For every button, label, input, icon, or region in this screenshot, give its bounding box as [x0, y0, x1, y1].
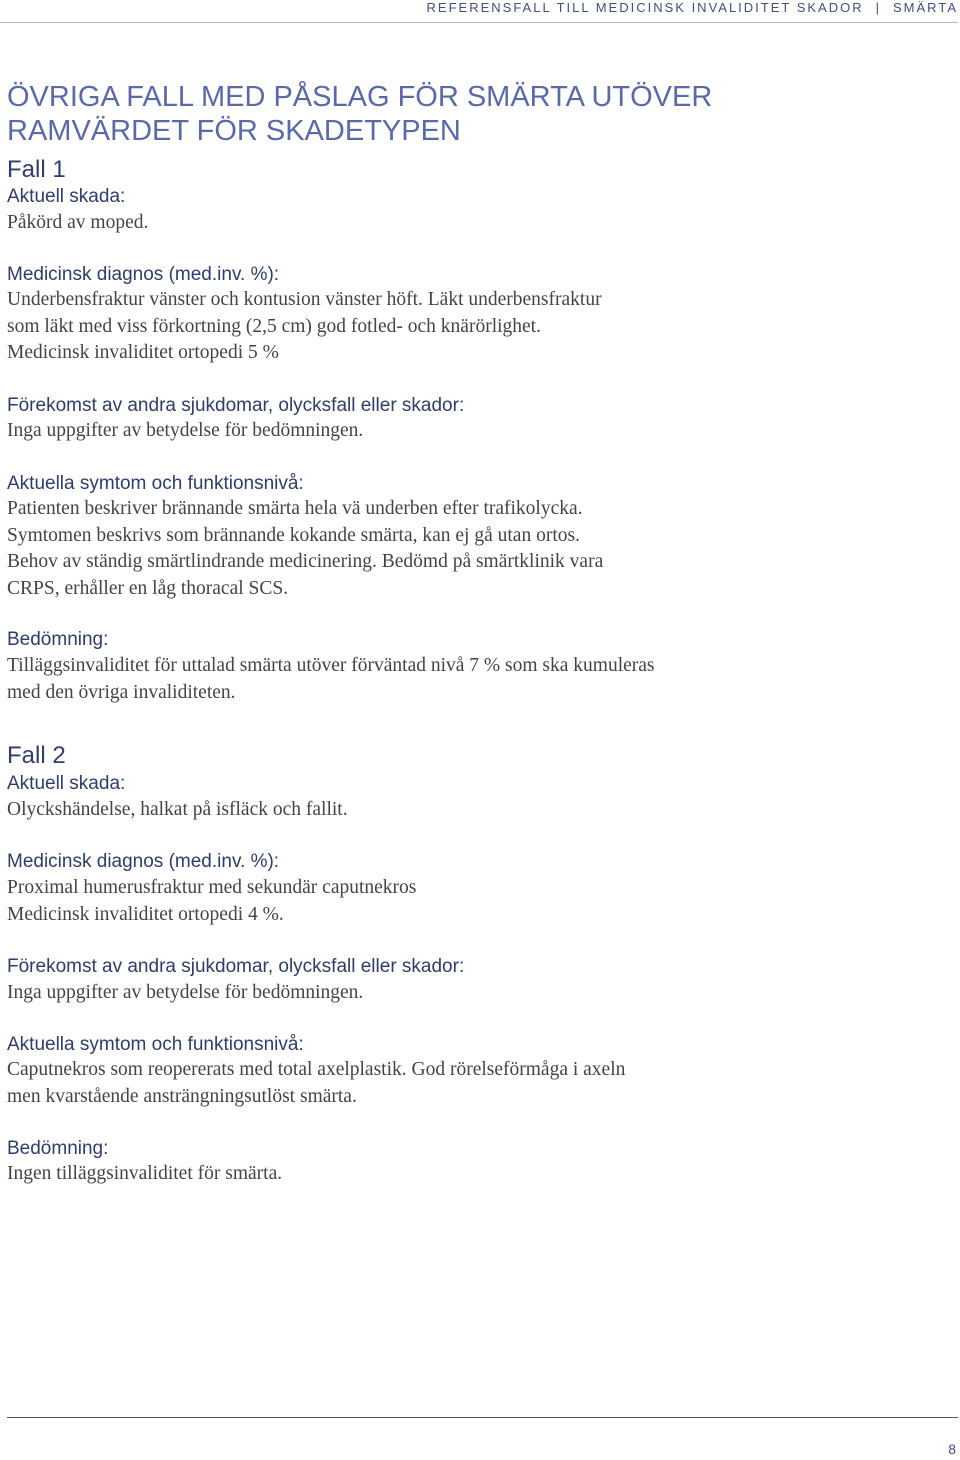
case-1-symptoms-label: Aktuella symtom och funktionsnivå: [7, 473, 304, 494]
text-line: Inga uppgifter av betydelse för bedömningen. [7, 982, 364, 1003]
text-line: Symtomen beskrivs som brännande kokande smärta, kan ej gå utan ortos. [7, 524, 580, 546]
text-line: Proximal humerusfraktur med sekundär caputnekros [7, 877, 417, 898]
text-line: CRPS, erhåller en låg thoracal SCS. [7, 577, 289, 599]
text-line: Behov av ständig smärtlindrande medicinering. Bedömd på smärtklinik vara [7, 551, 604, 572]
running-title: REFERENSFALL TILL MEDICINSK INVALIDITET SKADOR [426, 0, 864, 15]
footer-divider [7, 1417, 958, 1418]
text-line: Olyckshändelse, halkat på isfläck och fallit. [7, 799, 348, 820]
case-2-other-conditions-text [7, 980, 807, 1007]
text-line: som läkt med viss förkortning (2,5 cm) god fotled- och knärörlighet. [7, 315, 541, 337]
section-name: SMÄRTA [893, 0, 958, 15]
case-2-heading: Fall 2 [7, 742, 66, 769]
running-header [0, 0, 958, 23]
case-2-symptoms-label: Aktuella symtom och funktionsnivå: [7, 1034, 304, 1055]
case-1-other-conditions-text [7, 418, 807, 445]
case-1-symptoms-text [7, 496, 807, 602]
text-line: Inga uppgifter av betydelse för bedömningen. [7, 420, 364, 441]
case-1-diagnosis-label: Medicinsk diagnos (med.inv. %): [7, 264, 280, 285]
case-2-diagnosis-label: Medicinsk diagnos (med.inv. %): [7, 851, 280, 872]
text-line: Underbensfraktur vänster och kontusion vänster höft. Läkt underbensfraktur [7, 289, 602, 310]
case-2-injury-label: Aktuell skada: [7, 773, 126, 794]
page-number: 8 [948, 1441, 956, 1457]
text-line: med den övriga invaliditeten. [7, 681, 236, 703]
text-line: Caputnekros som reopererats med total axelplastik. God rörelseförmåga i axeln [7, 1059, 626, 1080]
case-1-other-conditions-label: Förekomst av andra sjukdomar, olycksfall eller skador: [7, 395, 465, 416]
case-2-other-conditions-label: Förekomst av andra sjukdomar, olycksfall eller skador: [7, 956, 465, 977]
case-2-assessment-text [7, 1161, 807, 1188]
header-separator: | [875, 0, 882, 15]
case-2-diagnosis-text [7, 875, 807, 928]
text-line: Tilläggsinvaliditet för uttalad smärta utöver förväntad nivå 7 % som ska kumuleras [7, 655, 655, 676]
text-line: Ingen tilläggsinvaliditet för smärta. [7, 1163, 283, 1184]
case-2-assessment-label: Bedömning: [7, 1138, 109, 1159]
case-1-assessment-text [7, 653, 807, 706]
page-title [7, 80, 907, 148]
page-title-line-1: ÖVRIGA FALL MED PÅSLAG FÖR SMÄRTA UTÖVER [7, 81, 713, 113]
case-1-diagnosis-text [7, 287, 807, 367]
case-1-injury-label: Aktuell skada: [7, 186, 126, 207]
text-line: Medicinsk invaliditet ortopedi 5 % [7, 342, 279, 363]
case-2-symptoms-text [7, 1057, 807, 1110]
text-line: Medicinsk invaliditet ortopedi 4 %. [7, 903, 284, 925]
case-1-injury-text [7, 210, 807, 237]
case-1-heading: Fall 1 [7, 156, 66, 183]
text-line: men kvarstående ansträngningsutlöst smärta. [7, 1085, 357, 1107]
text-line: Påkörd av moped. [7, 212, 149, 233]
case-1-assessment-label: Bedömning: [7, 629, 109, 650]
page-title-line-2: RAMVÄRDET FÖR SKADETYPEN [7, 115, 461, 147]
case-2-injury-text [7, 797, 807, 824]
text-line: Patienten beskriver brännande smärta hela vä underben efter trafikolycka. [7, 498, 583, 519]
